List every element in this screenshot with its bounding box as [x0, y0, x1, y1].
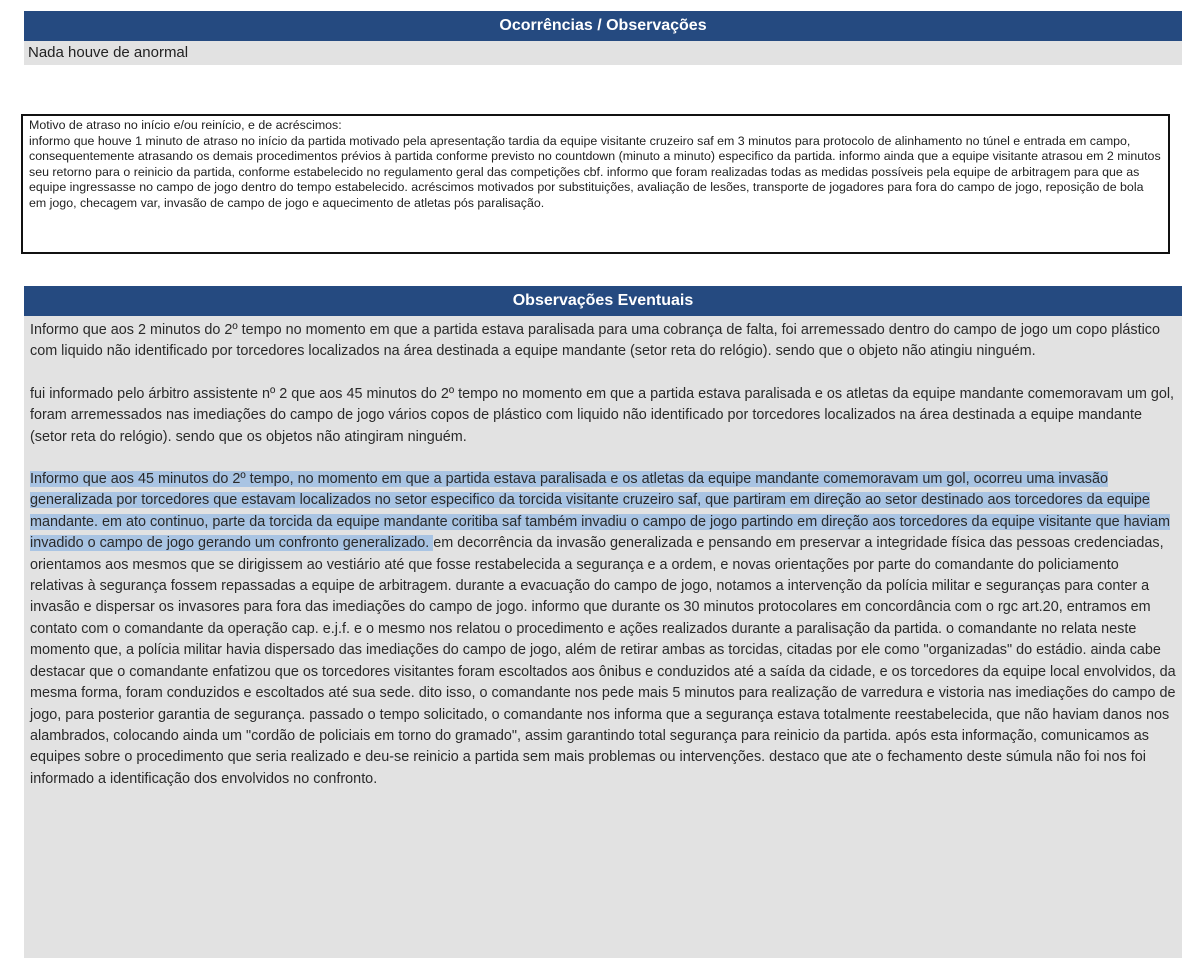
observacao-paragraph-1: Informo que aos 2 minutos do 2º tempo no momento em que a partida estava paralisada para uma cobrança de falta, foi arremessado dentro do campo de jogo um copo plástico com liquido não identificado por torcedores localizados na área destinada a equipe mandante (setor reta do relógio). sendo que o objeto não atingiu ninguém. [30, 322, 1160, 360]
delay-reason-heading: Motivo de atraso no início e/ou reinício, e de acréscimos: [29, 118, 342, 132]
observacoes-title: Observações Eventuais [512, 292, 694, 309]
observacoes-header [24, 286, 1182, 316]
observacao-paragraph-3-rest: em decorrência da invasão generalizada e pensando em preservar a integridade física das pessoas credenciadas, orientamos aos mesmos que se dirigissem ao vestiário até que fosse restabelecida a segurança e a ordem, e novas orientações por parte do comandante do policiamento relativas à segurança fossem repassadas a equipe de arbitragem. durante a evacuação do campo de jogo, notamos a intervenção da polícia militar e seguranças para conter a invasão e dispersar os invasores para fora das imediações do campo de jogo. informo que durante os 30 minutos protocolares em concordância com o rgc art.20, entramos em contato com o comandante da operação cap. e.j.f. e o mesmo nos relatou o procedimento e ações realizados durante a paralisação da partida. o comandante no relata neste momento que, a polícia militar havia dispersado das imediações do campo de jogo, além de retirar ambas as torcidas, citadas por ele como "organizadas" do estádio. ainda cabe destacar que o comandante enfatizou que os torcedores visitantes foram escoltados aos ônibus e conduzidos até a saída da cidade, e os torcedores da equipe local envolvidos, da mesma forma, foram conduzidos e escoltados até sua sede. dito isso, o comandante nos pede mais 5 minutos para realização de varredura e vistoria nas imediações do campo de jogo, para posterior garantia de segurança. passado o tempo solicitado, o comandante nos informa que a segurança estava totalmente reestabelecida, que não haviam danos nos alambrados, colocando ainda um "cordão de policiais em torno do gramado", assim garantindo total segurança para reinicio da partida. após esta informação, comunicamos as equipes sobre o procedimento que seria realizado e deu-se reinicio a partida sem mais problemas ou intervenções. destaco que ate o fechamento deste súmula não foi nos foi informado a identificação dos envolvidos no confronto. [30, 535, 1176, 787]
delay-reason-text: informo que houve 1 minuto de atraso no início da partida motivado pela apresentação tardia da equipe visitante cruzeiro saf em 3 minutos para protocolo de alinhamento no túnel e entrada em campo, consequentemente atrasando os demais procedimentos prévios à partida conforme previsto no countdown (minuto a minuto) especifico da partida. informo ainda que a equipe visitante atrasou em 2 minutos seu retorno para o reinicio da partida, conforme estabelecido no regulamento geral das competições cbf. informo que foram realizadas todas as medidas possíveis pela equipe de arbitragem para que as equipe ingressasse no campo de jogo dentro do tempo estabelecido. acréscimos motivados por substituições, avaliação de lesões, transporte de jogadores para fora do campo de jogo, reposição de bola em jogo, checagem var, invasão de campo de jogo e aquecimento de atletas pós paralisação. [29, 133, 1161, 210]
ocorrencias-value-field [24, 41, 1182, 65]
ocorrencias-header [24, 11, 1182, 41]
highlighted-text-selection[interactable]: Informo que aos 45 minutos do 2º tempo, no momento em que a partida estava paralisada e os atletas da equipe mandante comemoravam um gol, ocorreu uma invasão generalizada por torcedores que estavam localizados no setor especifico da torcida visitante cruzeiro saf, que partiram em direção ao setor destinado aos torcedores da equipe mandante. em ato continuo, parte da torcida da equipe mandante coritiba saf também invadiu o campo de jogo partindo em direção aos torcedores da equipe visitante que haviam invadido o campo de jogo gerando um confronto generalizado. [30, 471, 1170, 552]
observacao-paragraph-2: fui informado pelo árbitro assistente nº 2 que aos 45 minutos do 2º tempo no momento em que a partida estava paralisada e os atletas da equipe mandante comemoravam um gol, foram arremessados nas imediações do campo de jogo vários copos de plástico com liquido não identificado por torcedores localizados na área destinada a equipe mandante (setor reta do relógio). sendo que os objetos não atingiram ninguém. [30, 385, 1175, 445]
ocorrencias-value: Nada houve de anormal [28, 44, 189, 61]
observacao-paragraph-3 [30, 469, 1176, 790]
delay-reason-box [21, 114, 1170, 254]
observacoes-body [24, 316, 1182, 958]
ocorrencias-title: Ocorrências / Observações [499, 17, 707, 34]
